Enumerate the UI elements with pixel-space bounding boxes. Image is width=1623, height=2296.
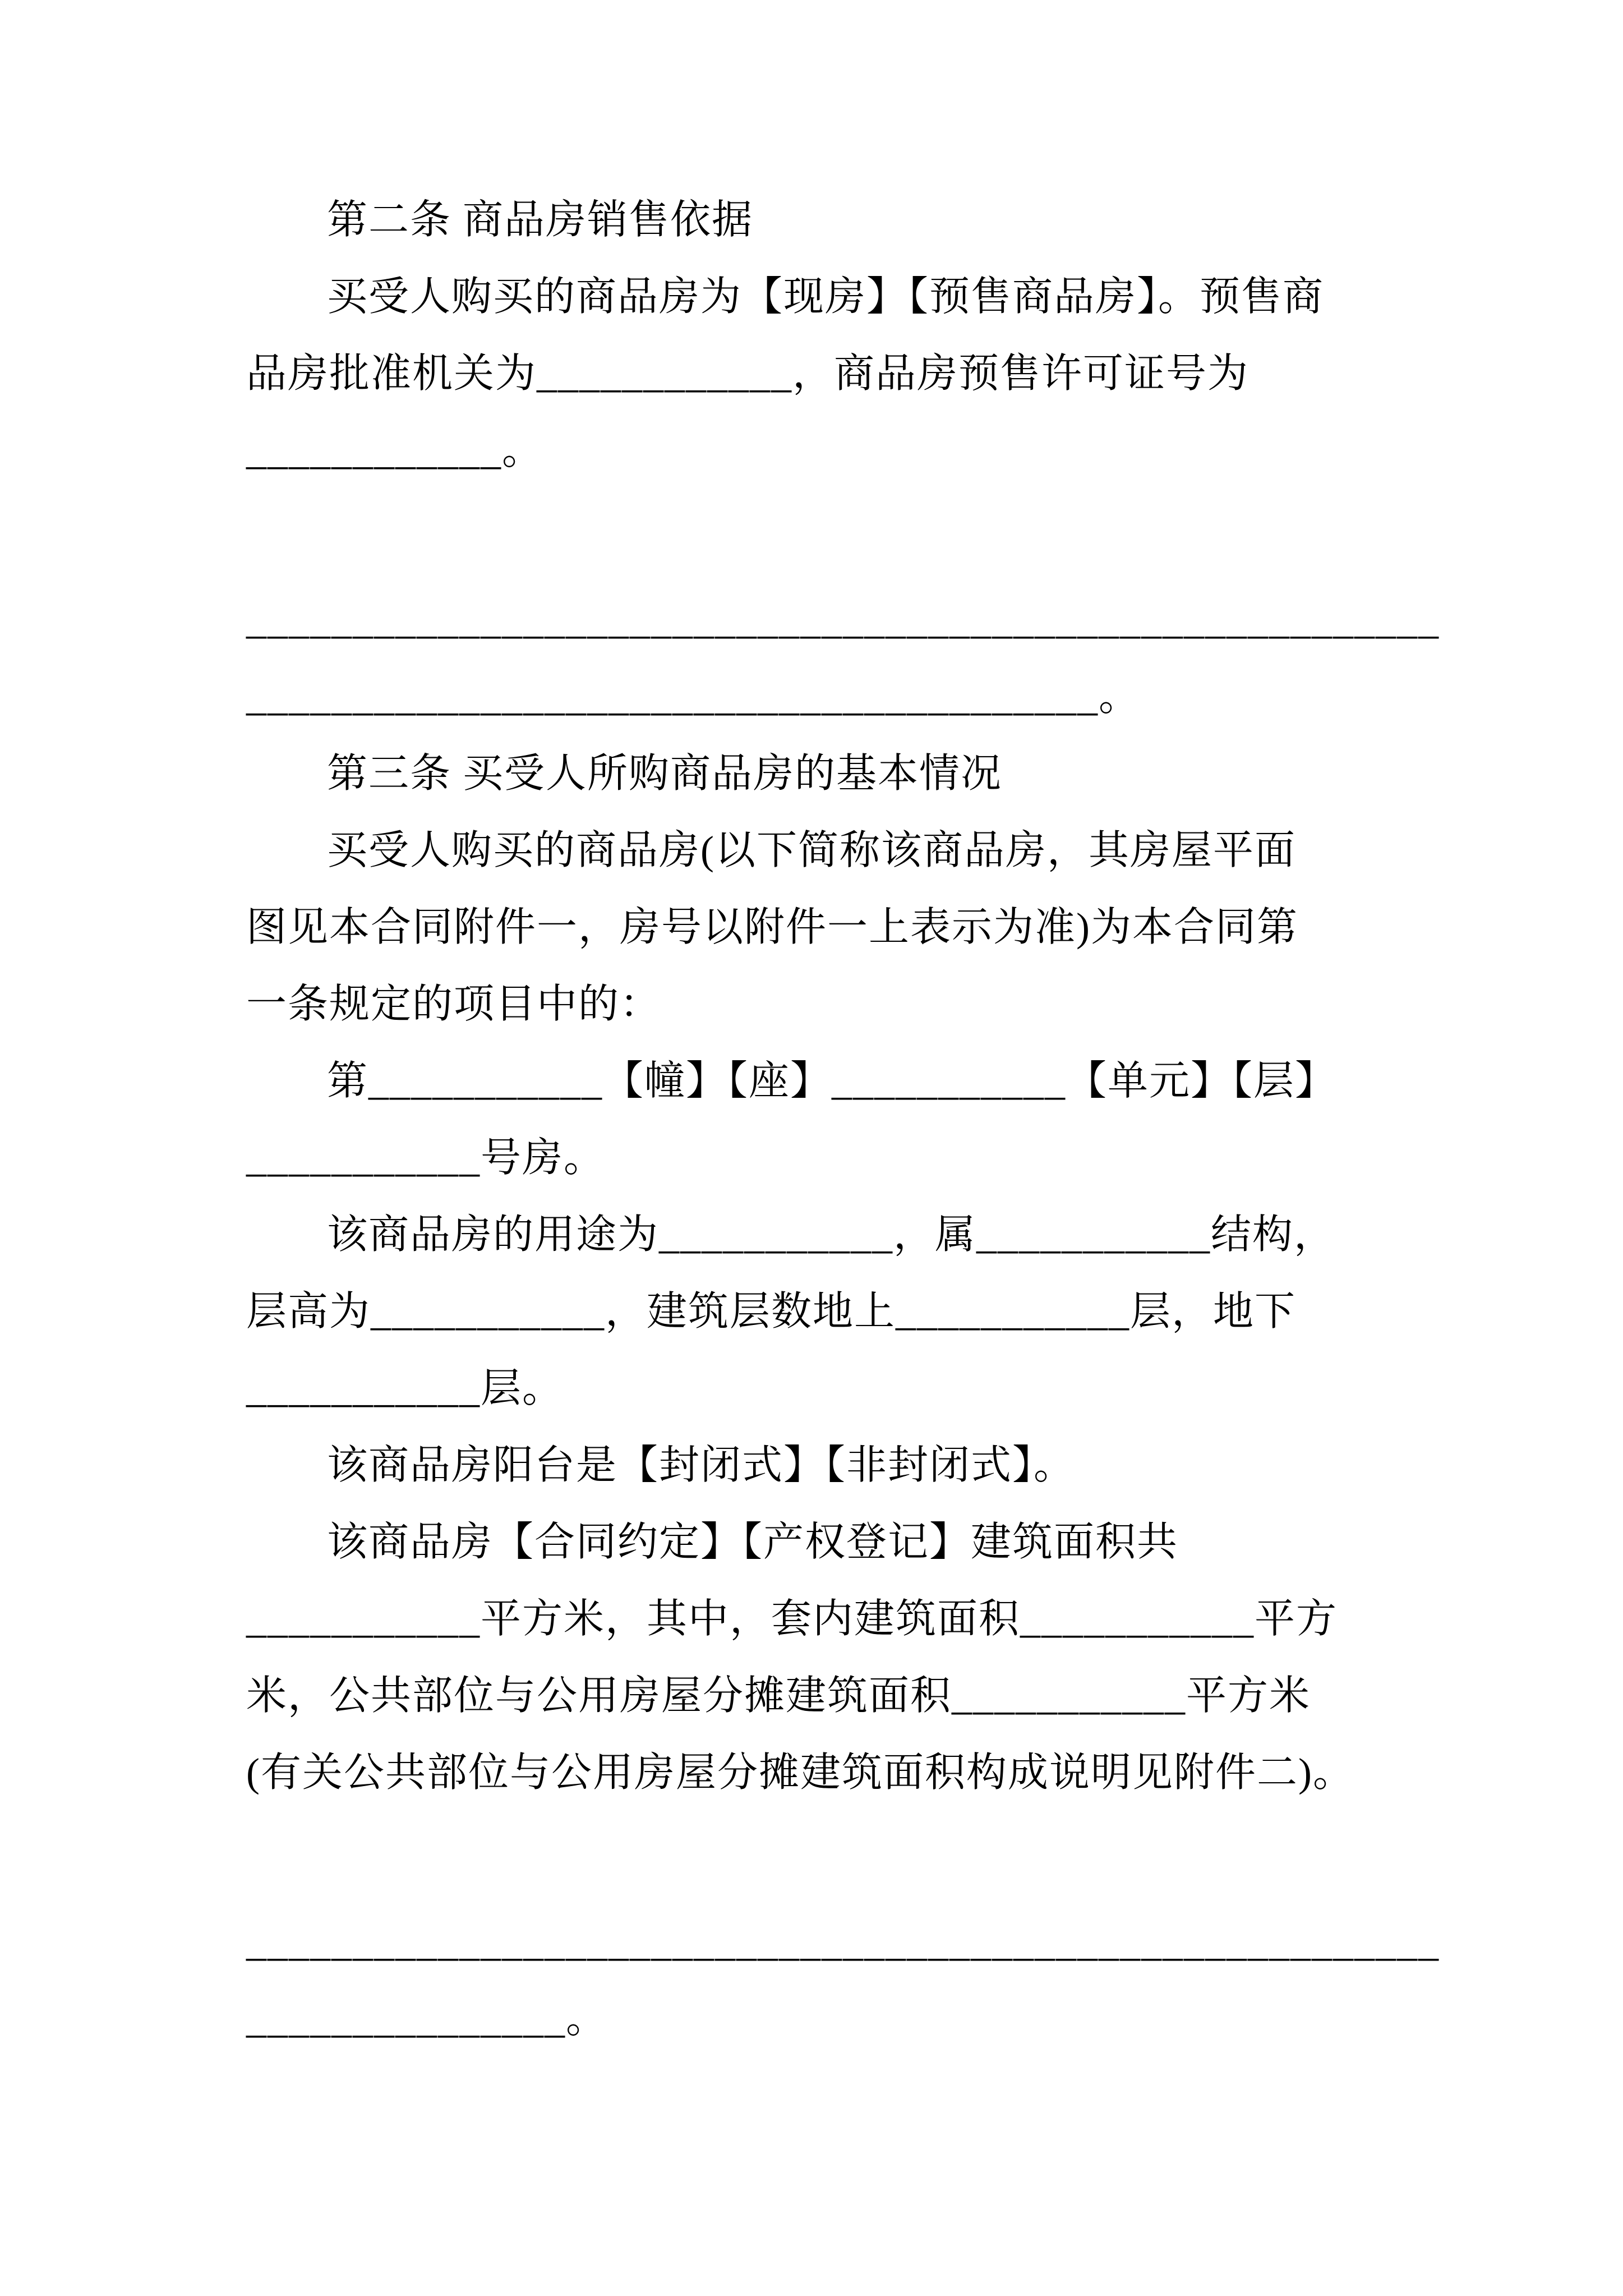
blank-line [246, 489, 1377, 582]
document-line: ________________________________________。 [246, 674, 1140, 719]
document-line: 第二条 商品房销售依据 [327, 197, 754, 242]
document-line: ____________。 [246, 428, 543, 473]
document-line: (有关公共部位与公用房屋分摊建筑面积构成说明见附件二)。 [246, 1750, 1354, 1795]
document-line: 图见本合同附件一，房号以附件一上表示为准)为本合同第 [246, 905, 1298, 950]
document-line: _______________。 [246, 1996, 607, 2041]
document-line: 品房批准机关为____________，商品房预售许可证号为 [246, 351, 1249, 396]
document-line: 买受人购买的商品房(以下简称该商品房，其房屋平面 [327, 828, 1296, 873]
document-line: 该商品房的用途为___________，属___________结构， [327, 1212, 1336, 1257]
document-line: 层高为___________，建筑层数地上___________层，地下 [246, 1289, 1297, 1334]
document-line: 第三条 买受人所购商品房的基本情况 [327, 751, 1003, 796]
document-line: 米，公共部位与公用房屋分摊建筑面积___________平方米 [246, 1673, 1311, 1718]
blank-line [246, 1811, 1377, 1904]
document-line: 一条规定的项目中的： [246, 982, 662, 1027]
document-line: ___________平方米，其中，套内建筑面积___________平方 [246, 1596, 1338, 1641]
document-line: 该商品房【合同约定】【产权登记】建筑面积共 [327, 1520, 1179, 1565]
document-line: ________________________________________________________ [246, 1920, 1440, 1964]
document-line: 买受人购买的商品房为【现房】【预售商品房】。预售商 [327, 274, 1325, 319]
document-line: ________________________________________________________ [246, 597, 1440, 642]
document-line: 第___________【幢】【座】___________【单元】【层】 [327, 1059, 1337, 1103]
document-line: ___________层。 [246, 1366, 564, 1411]
document-line: ___________号房。 [246, 1135, 606, 1180]
document-line: 该商品房阳台是【封闭式】【非封闭式】。 [327, 1443, 1076, 1488]
document-body [246, 182, 1440, 2058]
